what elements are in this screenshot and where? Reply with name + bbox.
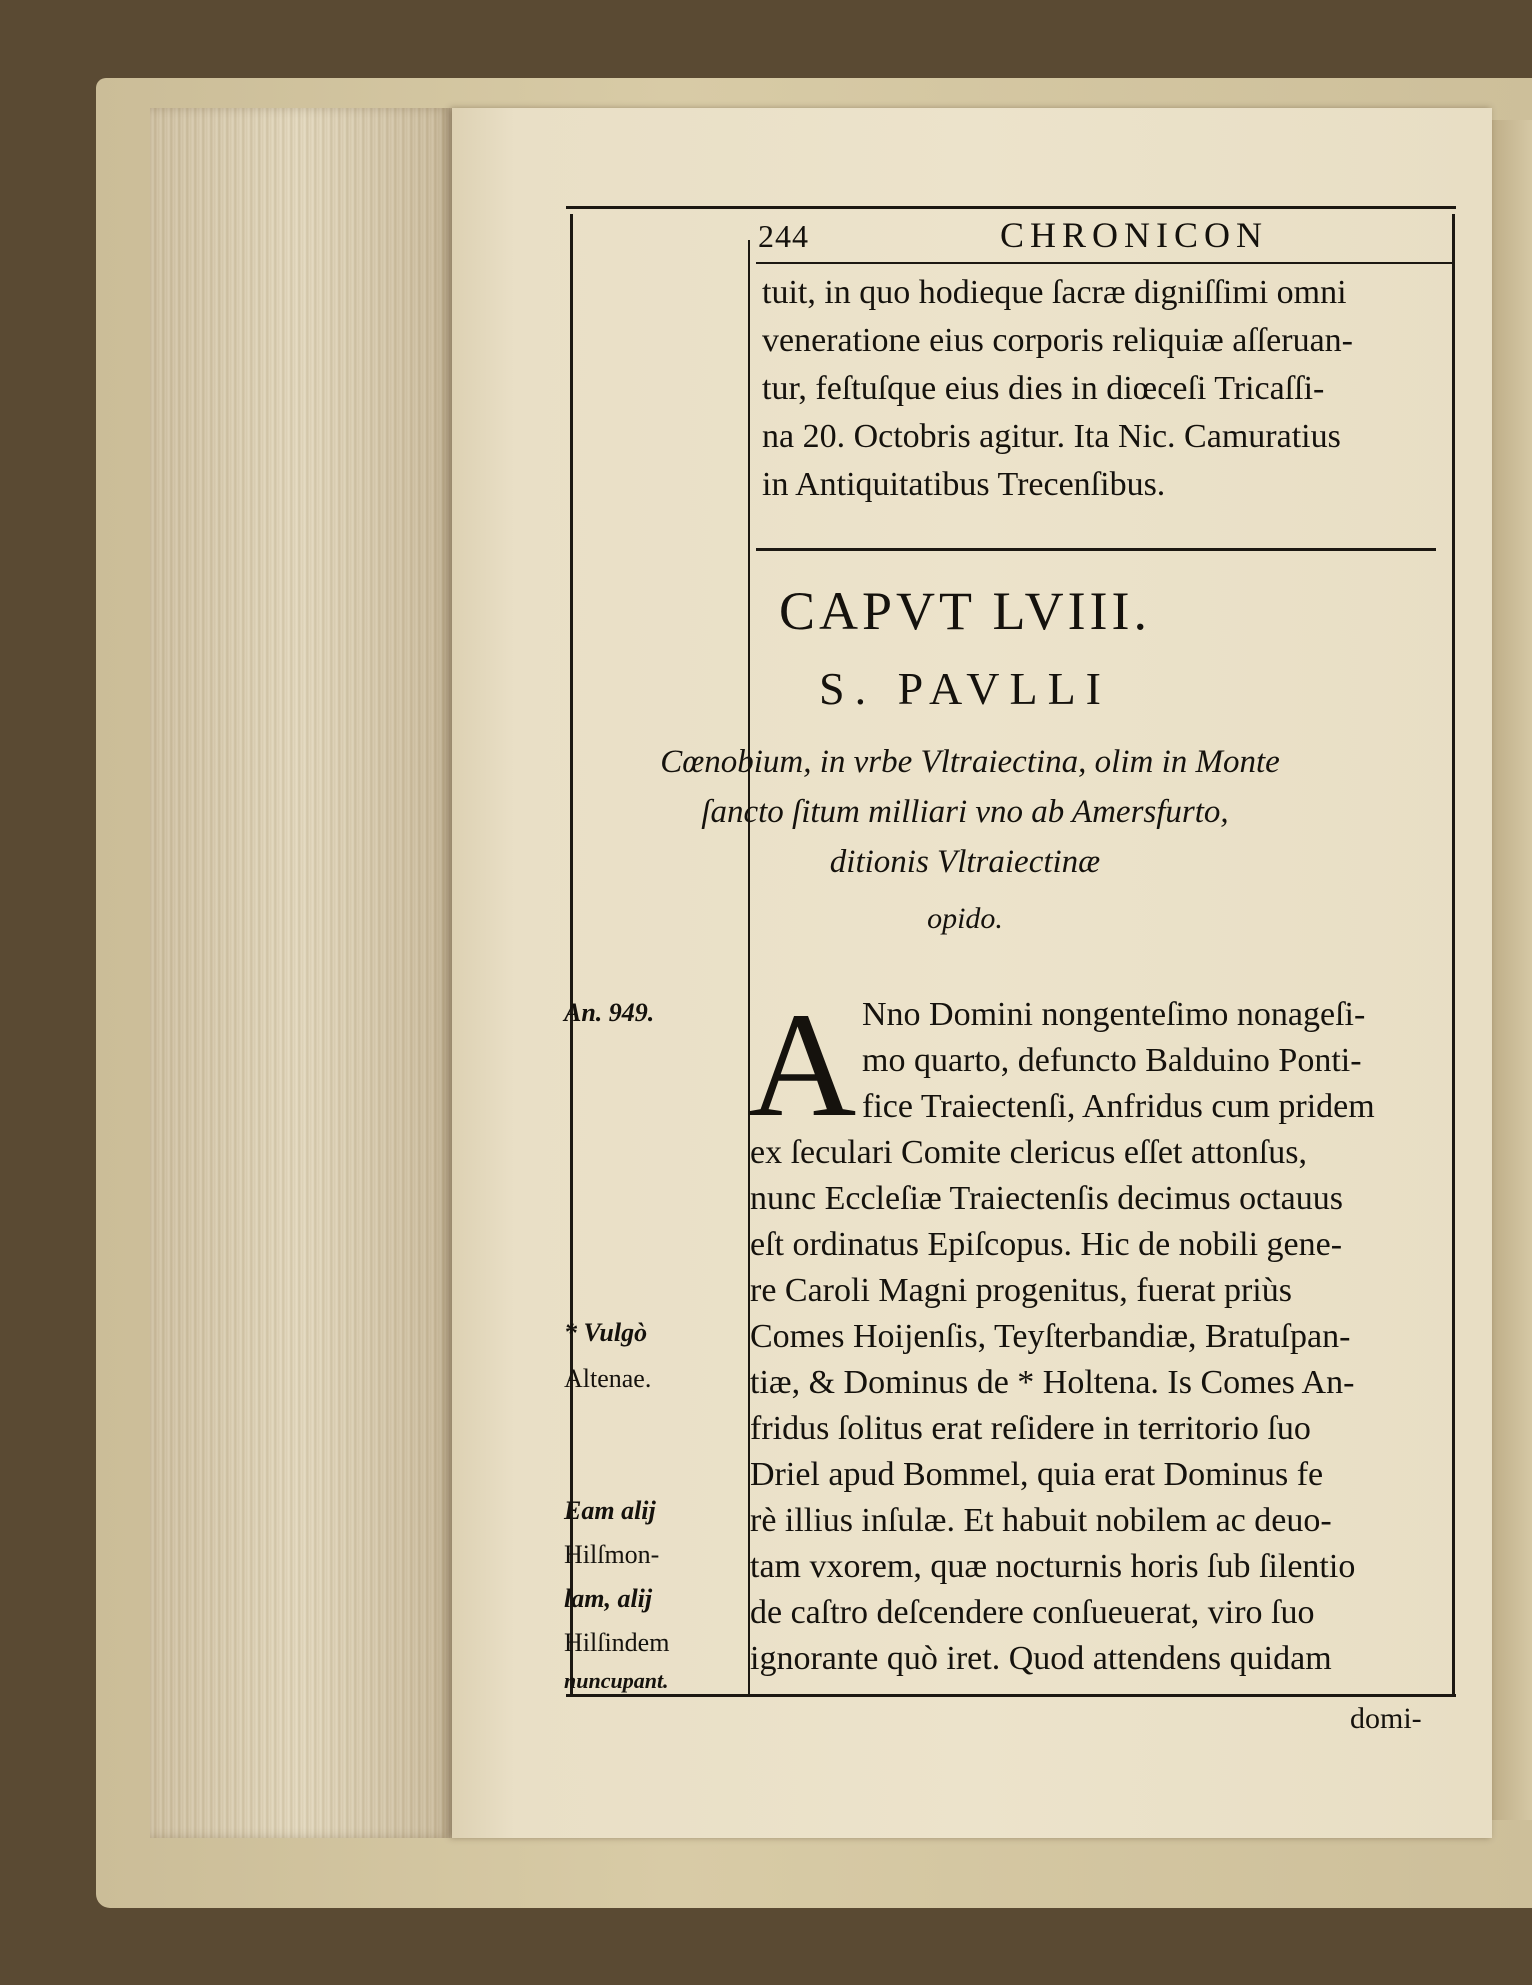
margin-note-altenae: Altenae. [564,1364,652,1393]
drop-cap: A [748,982,857,1148]
main-text-line: Comes Hoijenſis, Teyſterbandiæ, Bratuſpan- [750,1318,1351,1355]
chapter-subtitle-line: Cœnobium, in vrbe Vltraiectina, olim in Monte [660,744,1280,780]
top-paragraph-line: tuit, in quo hodieque ſacræ digniſſimi omni [762,274,1347,311]
margin-note-line: lam, alij [564,1584,653,1613]
chapter-number: CAPVT LVIII. [778,581,1152,641]
main-text-line: ignorante quò iret. Quod attendens quidam [750,1640,1332,1677]
main-text-line: nunc Eccleſiæ Traiectenſis decimus octauus [750,1180,1343,1217]
chapter-subtitle-line: ſancto ſitum milliari vno ab Amersfurto, [701,794,1229,830]
top-paragraph-line: veneratione eius corporis reliquiæ aſſeruan- [762,322,1353,359]
margin-year: An. 949. [564,998,655,1027]
running-title: CHRONICON [1000,215,1269,255]
main-text-line: re Caroli Magni progenitus, fuerat priùs [750,1272,1292,1309]
page-edges-stack [150,108,452,1838]
frame-left-outer [570,214,573,1696]
main-text-line: Driel apud Bommel, quia erat Dominus fe [750,1456,1324,1493]
main-text-line: tiæ, & Dominus de * Holtena. Is Comes An- [750,1364,1355,1401]
chapter-subtitle-line: ditionis Vltraiectinæ [829,844,1101,880]
main-text-line: fridus ſolitus erat reſidere in territorio ſuo [750,1410,1311,1447]
section-divider-rule [756,548,1436,551]
main-text-line: de caſtro deſcendere conſueuerat, viro ſuo [750,1594,1315,1631]
margin-note-line: Hilſindem [564,1628,670,1657]
top-paragraph-line: na 20. Octobris agitur. Ita Nic. Camuratius [762,418,1341,455]
chapter-saint: S. PAVLLI [819,663,1111,714]
main-text-line: ex ſeculari Comite clericus eſſet attonſus, [750,1134,1308,1171]
main-text-line: rè illius inſulæ. Et habuit nobilem ac deuo- [750,1502,1332,1539]
catchword: domi- [1350,1702,1422,1735]
main-text-line: fice Traiectenſi, Anfridus cum pridem [862,1088,1375,1125]
frame-header-rule [756,262,1454,264]
margin-note-line: Hilſmon- [564,1540,660,1569]
next-page-edge [1492,120,1532,1820]
margin-note-line: nuncupant. [564,1668,669,1693]
top-paragraph-line: tur, feſtuſque eius dies in diœceſi Tricaſſi- [762,370,1325,407]
main-text-line: Nno Domini nongenteſimo nonageſi- [862,996,1366,1033]
page-number: 244 [758,218,809,254]
main-text-line: eſt ordinatus Epiſcopus. Hic de nobili gene- [750,1226,1343,1263]
main-text-line: mo quarto, defuncto Balduino Ponti- [862,1042,1362,1079]
main-text-line: tam vxorem, quæ nocturnis horis ſub ſilentio [750,1548,1356,1585]
margin-note-vulgo: * Vulgò [564,1318,648,1347]
top-paragraph-line: in Antiquitatibus Trecenſibus. [762,466,1166,503]
frame-top-rule [566,206,1456,209]
frame-bottom-rule [566,1694,1456,1697]
chapter-subtitle-line: opido. [927,902,1003,935]
frame-right-rule [1452,214,1455,1696]
margin-note-line: Eam alij [564,1496,656,1525]
